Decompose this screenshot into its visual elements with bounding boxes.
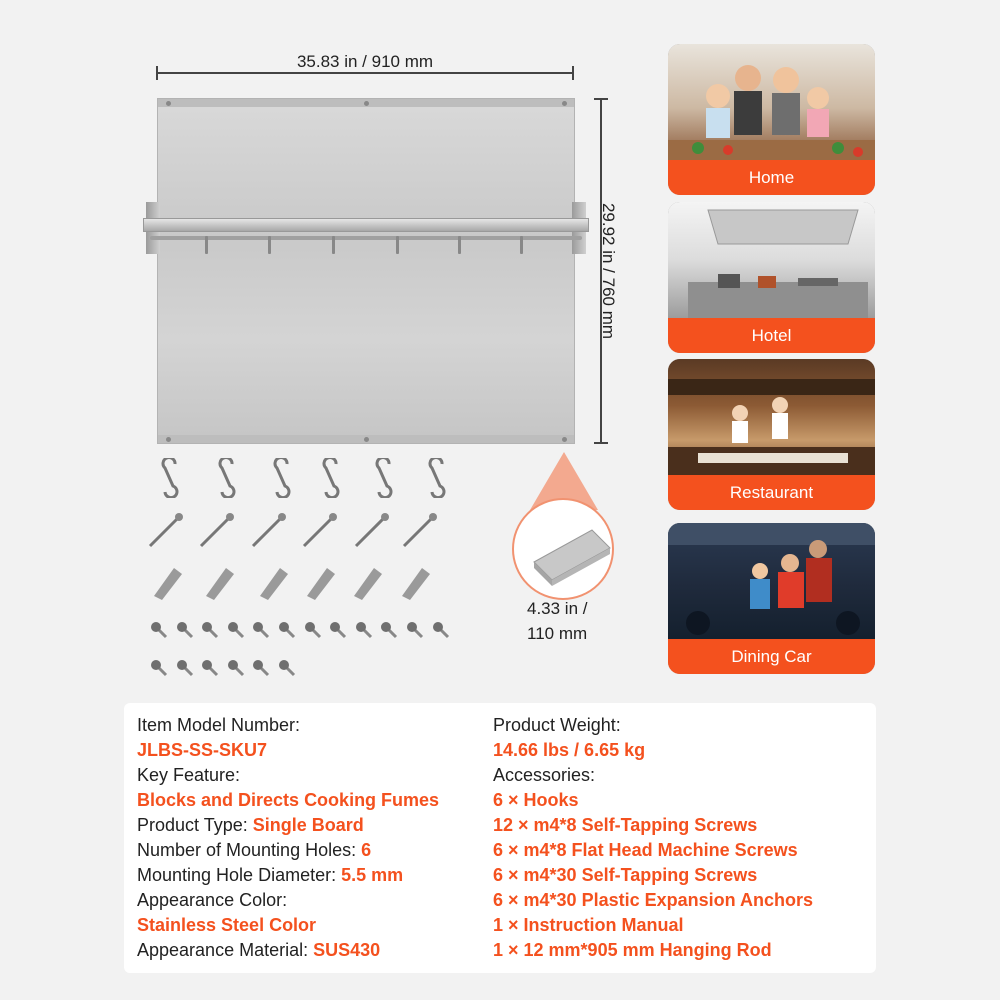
expansion-anchor-icon	[150, 562, 186, 600]
scene-caption: Dining Car	[668, 639, 875, 674]
scene-caption: Restaurant	[668, 475, 875, 510]
specifications-right-column	[493, 713, 873, 963]
long-screw-icon	[400, 510, 440, 550]
hole-diameter-row	[137, 863, 497, 888]
rod-hook	[520, 236, 523, 254]
mounting-hole	[364, 101, 369, 106]
expansion-anchor-icon	[303, 562, 339, 600]
short-screw-icon	[176, 620, 196, 640]
accessory-item: 6 × m4*30 Self-Tapping Screws	[493, 865, 758, 885]
mounting-hole	[364, 437, 369, 442]
short-screw-icon	[355, 620, 375, 640]
dining-car-scene-image	[668, 523, 875, 639]
rod-hook	[396, 236, 399, 254]
mounting-holes-value: 6	[361, 840, 372, 860]
home-scene-image	[668, 44, 875, 160]
short-screw-icon	[176, 658, 196, 678]
key-feature-label: Key Feature:	[137, 765, 241, 785]
product-type-row	[137, 813, 497, 838]
expansion-anchor-icon	[398, 562, 434, 600]
rod-hook	[268, 236, 271, 254]
model-number-value: JLBS-SS-SKU7	[137, 740, 268, 760]
short-screw-icon	[150, 620, 170, 640]
appearance-color-value: Stainless Steel Color	[137, 915, 317, 935]
appearance-material-value: SUS430	[313, 940, 381, 960]
long-screw-icon	[249, 510, 289, 550]
product-weight-label: Product Weight:	[493, 715, 621, 735]
s-hook-icon	[214, 458, 240, 498]
hotel-scene-image	[668, 202, 875, 318]
short-screw-icon	[304, 620, 324, 640]
scene-card-home	[668, 44, 875, 195]
rod-hook	[332, 236, 335, 254]
shelf-depth-label	[527, 596, 637, 646]
short-screw-icon	[201, 658, 221, 678]
long-screw-icon	[197, 510, 237, 550]
mounting-hole	[166, 101, 171, 106]
scene-card-hotel	[668, 202, 875, 353]
short-screw-icon	[380, 620, 400, 640]
appearance-material-label: Appearance Material:	[137, 940, 314, 960]
key-feature-value: Blocks and Directs Cooking Fumes	[137, 790, 440, 810]
mounting-hole	[166, 437, 171, 442]
appearance-color-label: Appearance Color:	[137, 890, 288, 910]
product-type-label: Product Type:	[137, 815, 253, 835]
s-hook-icon	[424, 458, 450, 498]
product-type-value: Single Board	[252, 815, 364, 835]
hanging-rod	[150, 236, 582, 240]
scene-caption: Home	[668, 160, 875, 195]
expansion-anchor-icon	[256, 562, 292, 600]
expansion-anchor-icon	[350, 562, 386, 600]
mounting-hole	[562, 437, 567, 442]
shelf-depth-line-1: 4.33 in /	[527, 599, 588, 618]
short-screw-icon	[227, 620, 247, 640]
backsplash-panel-image	[157, 98, 575, 444]
height-dimension-label-wrap	[593, 186, 623, 356]
short-screw-icon	[201, 620, 221, 640]
accessory-item: 6 × m4*8 Flat Head Machine Screws	[493, 840, 798, 860]
s-hook-icon	[157, 458, 183, 498]
rod-hook	[458, 236, 461, 254]
short-screw-icon	[329, 620, 349, 640]
short-screw-icon	[150, 658, 170, 678]
shelf-depth-zoom-image	[512, 498, 614, 600]
scene-card-restaurant	[668, 359, 875, 510]
short-screw-icon	[278, 658, 298, 678]
model-number-label: Item Model Number:	[137, 715, 301, 735]
specifications-left-column	[137, 713, 497, 963]
height-dimension-label: 29.92 in / 760 mm	[599, 202, 618, 340]
rod-hook	[205, 236, 208, 254]
mounting-hole	[562, 101, 567, 106]
width-dimension-line	[156, 72, 574, 74]
long-screw-icon	[352, 510, 392, 550]
long-screw-icon	[300, 510, 340, 550]
product-weight-value: 14.66 lbs / 6.65 kg	[493, 740, 646, 760]
s-hook-icon	[269, 458, 295, 498]
short-screw-icon	[406, 620, 426, 640]
specifications-panel	[124, 703, 876, 973]
short-screw-icon	[227, 658, 247, 678]
scene-card-dining-car	[668, 523, 875, 674]
hole-diameter-value: 5.5 mm	[341, 865, 404, 885]
short-screw-icon	[432, 620, 452, 640]
s-hook-icon	[371, 458, 397, 498]
short-screw-icon	[278, 620, 298, 640]
scene-caption: Hotel	[668, 318, 875, 353]
accessory-item: 1 × Instruction Manual	[493, 915, 684, 935]
appearance-material-row	[137, 938, 497, 963]
shelf	[143, 218, 589, 232]
accessories-label: Accessories:	[493, 765, 596, 785]
accessory-item: 6 × m4*30 Plastic Expansion Anchors	[493, 890, 813, 910]
accessory-item: 1 × 12 mm*905 mm Hanging Rod	[493, 940, 772, 960]
shelf-depth-line-2: 110 mm	[527, 624, 588, 643]
restaurant-scene-image	[668, 359, 875, 475]
accessory-item: 6 × Hooks	[493, 790, 579, 810]
width-dimension-label: 35.83 in / 910 mm	[296, 52, 434, 71]
short-screw-icon	[252, 620, 272, 640]
mounting-holes-row	[137, 838, 497, 863]
long-screw-icon	[146, 510, 186, 550]
short-screw-icon	[252, 658, 272, 678]
expansion-anchor-icon	[202, 562, 238, 600]
s-hook-icon	[318, 458, 344, 498]
mounting-holes-label: Number of Mounting Holes:	[137, 840, 362, 860]
accessory-item: 12 × m4*8 Self-Tapping Screws	[493, 815, 758, 835]
hole-diameter-label: Mounting Hole Diameter:	[137, 865, 342, 885]
